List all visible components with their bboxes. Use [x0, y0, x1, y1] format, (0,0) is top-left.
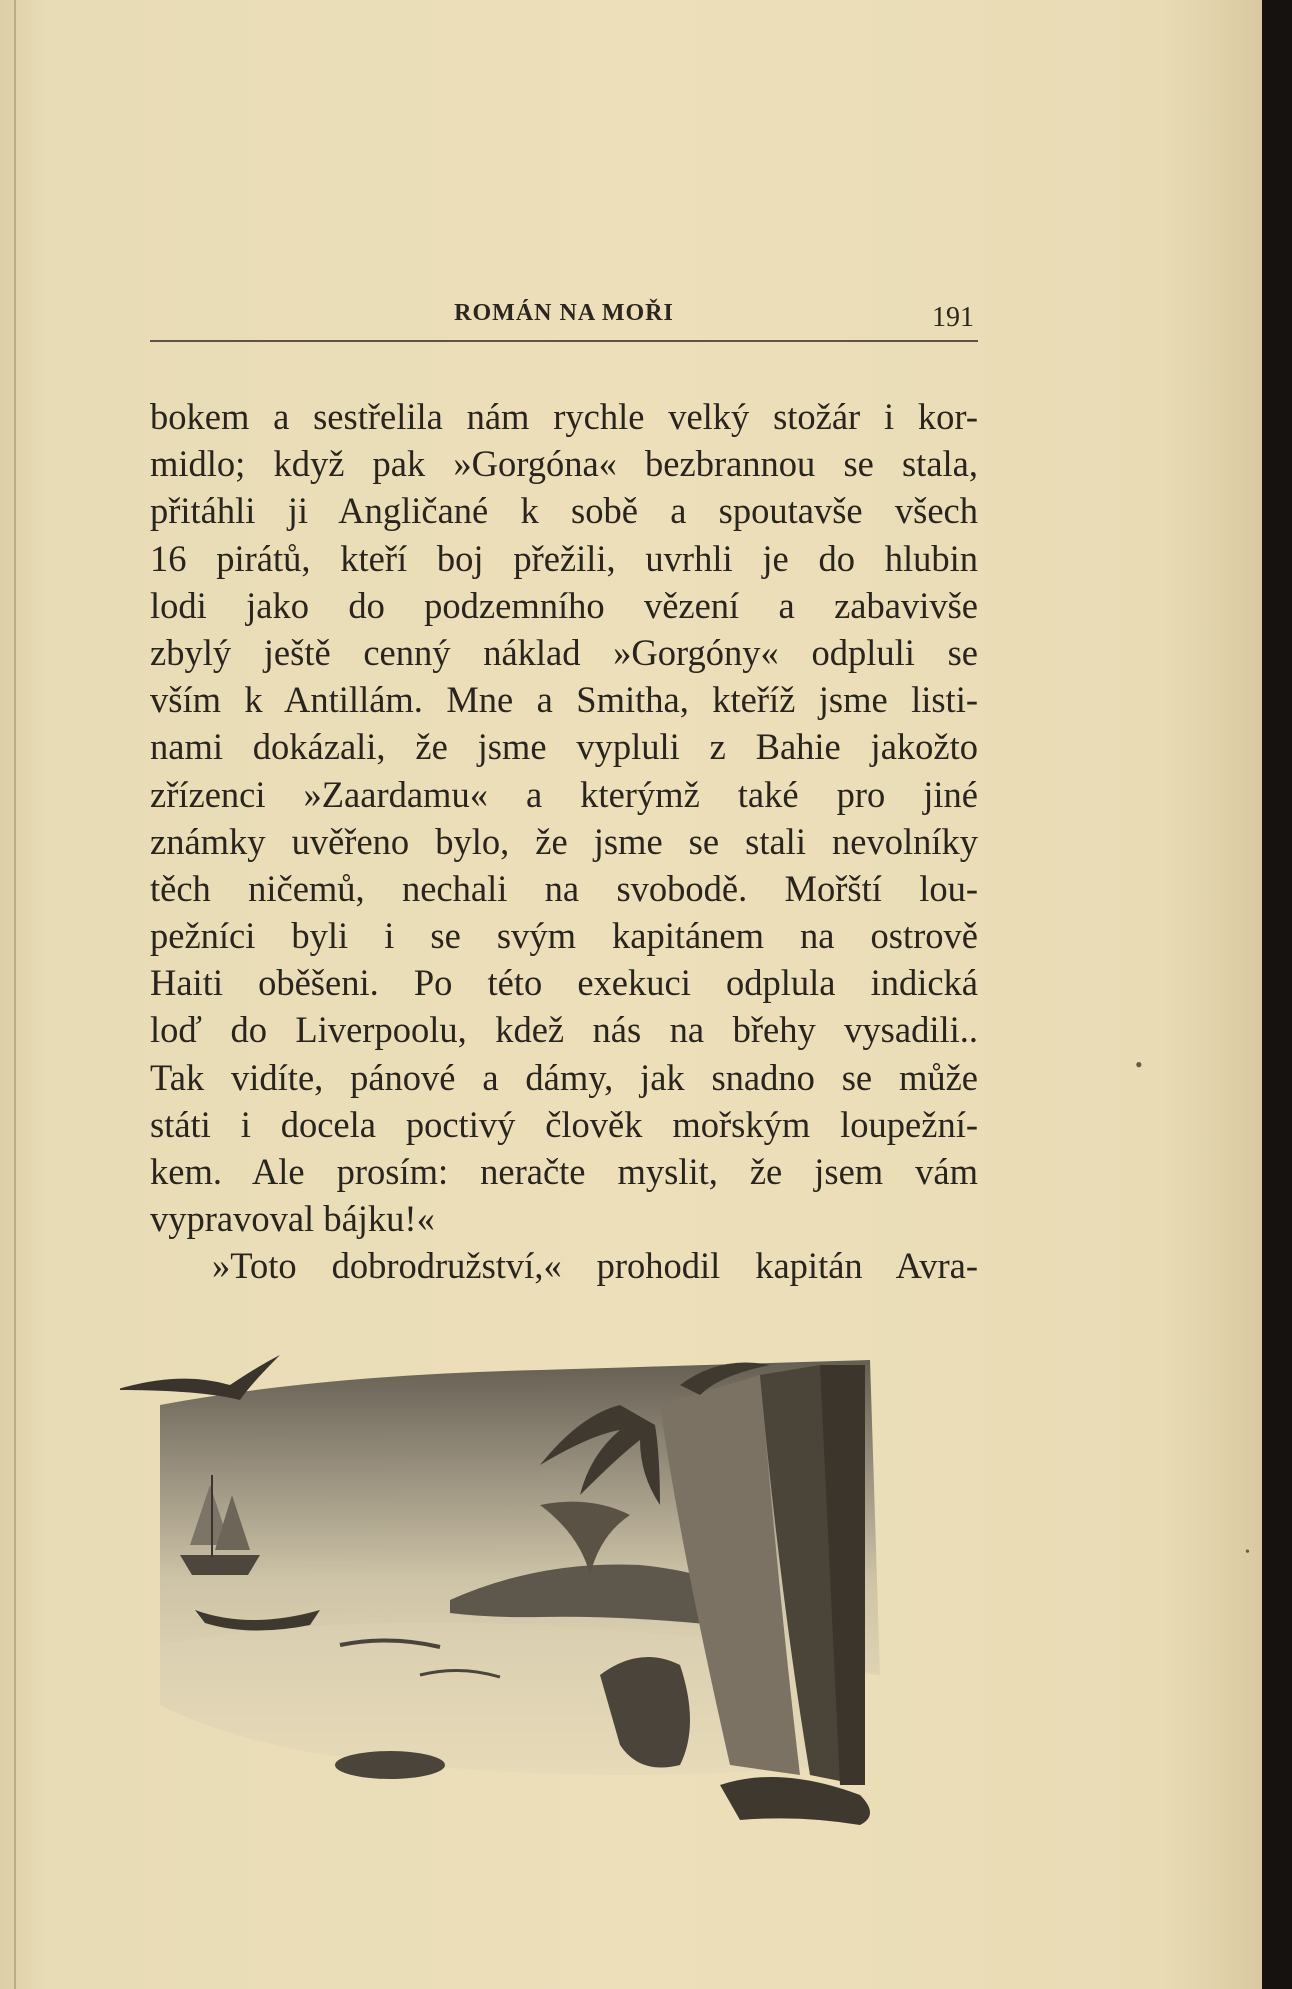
- text-line: státi i docela poctivý člověk mořským loupežní-: [150, 1103, 978, 1145]
- text-line: loď do Liverpoolu, kdež nás na břehy vysadili..: [150, 1009, 978, 1051]
- coastal-scene-illustration: [120, 1345, 980, 1850]
- running-title: ROMÁN NA MOŘI: [454, 300, 674, 326]
- text-line: lodi jako do podzemního vězení a zabavivše: [150, 584, 978, 626]
- text-line: vším k Antillám. Mne a Smitha, kteříž jsme listi-: [150, 679, 978, 721]
- text-line: »Toto dobrodružství,« prohodil kapitán Avra-: [212, 1245, 978, 1287]
- text-line: pežníci byli i se svým kapitánem na ostrově: [150, 915, 978, 957]
- text-line: kem. Ale prosím: neračte myslit, že jsem vám: [150, 1151, 978, 1192]
- text-line: těch ničemů, nechali na svobodě. Mořští lou-: [150, 867, 978, 909]
- text-line: bokem a sestřelila nám rychle velký stožár i kor-: [150, 396, 978, 437]
- text-line: midlo; když pak »Gorgóna« bezbrannou se stala,: [150, 443, 978, 485]
- page-edge-shadow: [1262, 0, 1292, 1989]
- text-line: vypravoval bájku!«: [150, 1198, 435, 1240]
- text-line: Haiti oběšeni. Po této exekuci odplula indická: [150, 962, 978, 1004]
- text-line: 16 pirátů, kteří boj přežili, uvrhli je do hlubin: [150, 537, 978, 579]
- body-text: [150, 393, 978, 1290]
- running-header: [150, 300, 978, 342]
- page-number: 191: [932, 302, 974, 333]
- text-line: zřízenci »Zaardamu« a kterýmž také pro jiné: [150, 773, 978, 815]
- text-line: známky uvěřeno bylo, že jsme se stali nevolníky: [150, 820, 978, 862]
- text-line: Tak vidíte, pánové a dámy, jak snadno se může: [150, 1056, 978, 1098]
- text-line: zbylý ještě cenný náklad »Gorgóny« odpluli se: [150, 631, 978, 673]
- margin-mark: •: [1135, 1052, 1143, 1077]
- text-line: nami dokázali, že jsme vypluli z Bahie jakožto: [150, 726, 978, 768]
- text-line: přitáhli ji Angličané k sobě a spoutavše všech: [150, 490, 978, 532]
- margin-mark: •: [1245, 1545, 1250, 1560]
